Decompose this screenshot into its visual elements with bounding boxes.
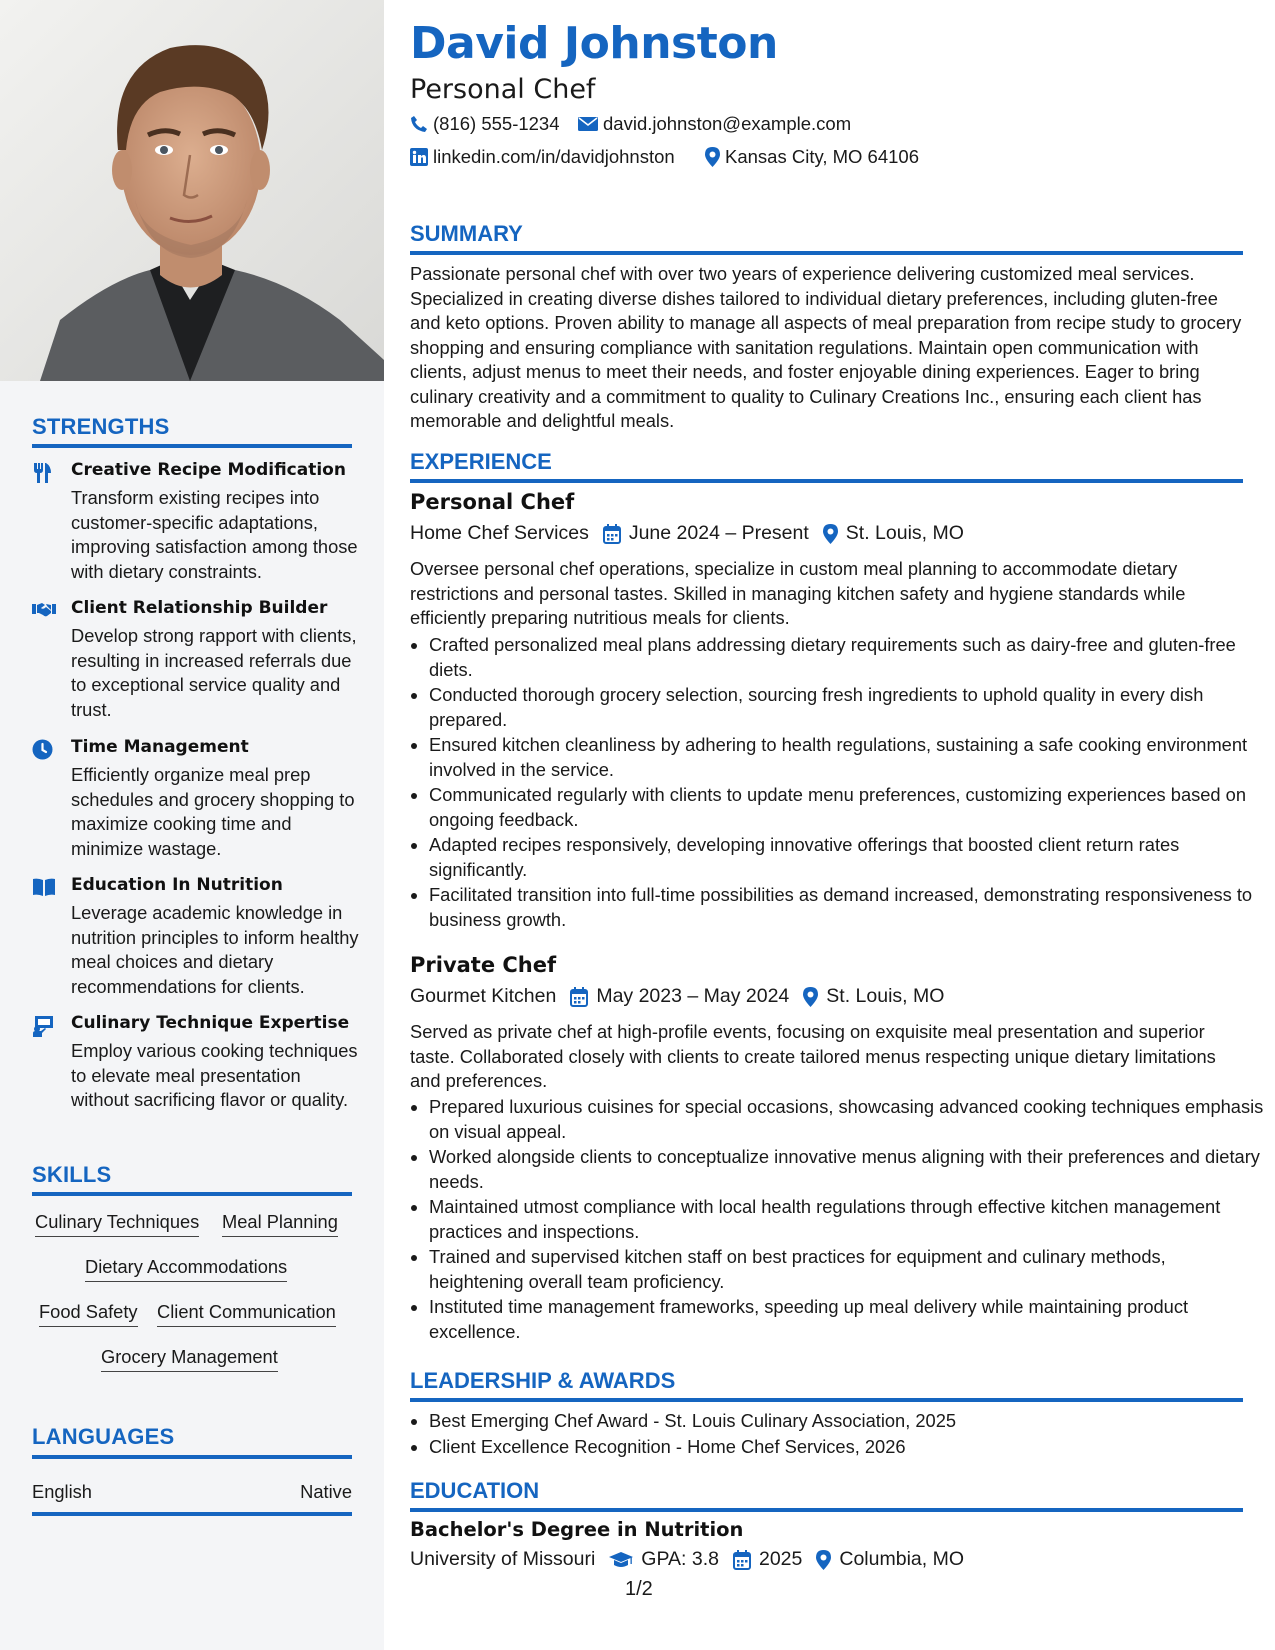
handshake-icon xyxy=(32,600,54,622)
language-level-bar xyxy=(32,1512,352,1516)
language-name: English xyxy=(32,1481,92,1502)
skills-heading: SKILLS xyxy=(32,1162,112,1187)
job-bullet: • Communicated regularly with clients to update menu preferences, customizing experiences based on ongoing feedback. xyxy=(429,783,1264,832)
job-company: Gourmet Kitchen xyxy=(410,985,557,1007)
job-dates: June 2024 – Present xyxy=(628,522,809,544)
strength-description: Leverage academic knowledge in nutrition principles to inform healthy meal choices and dietary recommendations for clients. xyxy=(71,902,359,997)
envelope-icon xyxy=(578,116,598,132)
job-dates: May 2023 – May 2024 xyxy=(596,985,790,1007)
strength-title: Time Management xyxy=(71,737,249,757)
awards-list xyxy=(410,1409,1264,1460)
summary-heading: SUMMARY xyxy=(410,221,523,246)
job-bullets xyxy=(410,633,1264,933)
strength-description: Transform existing recipes into customer-specific adaptations, improving satisfaction among those with dietary constraints. xyxy=(71,487,358,582)
clock-icon xyxy=(32,739,54,761)
experience-divider xyxy=(410,479,1243,483)
award-item: • Client Excellence Recognition - Home Chef Services, 2026 xyxy=(429,1435,1264,1460)
strength-title: Education In Nutrition xyxy=(71,875,283,895)
strength-title: Client Relationship Builder xyxy=(71,598,328,618)
award-item: • Best Emerging Chef Award - St. Louis Culinary Association, 2025 xyxy=(429,1409,1264,1434)
skill-tag: Food Safety xyxy=(39,1301,138,1327)
map-marker-icon xyxy=(705,147,720,167)
location-text: Kansas City, MO 64106 xyxy=(725,146,919,167)
job-bullet: • Worked alongside clients to conceptualize innovative menus aligning with their preferences and dietary needs. xyxy=(429,1145,1264,1194)
job-bullet: • Prepared luxurious cuisines for special occasions, showcasing advanced cooking techniques emphasis on visual appeal. xyxy=(429,1095,1264,1144)
chalkboard-teacher-icon xyxy=(32,1015,54,1037)
awards-divider xyxy=(410,1398,1243,1402)
experience-heading: EXPERIENCE xyxy=(410,449,552,474)
job-meta xyxy=(410,985,944,1008)
candidate-role: Personal Chef xyxy=(410,74,596,105)
profile-photo xyxy=(0,0,384,381)
job-bullet: • Trained and supervised kitchen staff on best practices for equipment and culinary methods, heightening overall team proficiency. xyxy=(429,1245,1264,1294)
contact-linkedin[interactable] xyxy=(410,146,675,168)
job-description: Oversee personal chef operations, specialize in custom meal planning to accommodate dietary restrictions and personal tastes. Skilled in managing kitchen safety and hygiene standards while efficiently preparing nutritious meals for clients. xyxy=(410,558,1186,628)
skill-tag: Meal Planning xyxy=(222,1211,338,1237)
job-bullet: • Facilitated transition into full-time possibilities as demand increased, demonstrating responsiveness to business growth. xyxy=(429,883,1264,932)
job-title: Personal Chef xyxy=(410,490,575,514)
job-location: St. Louis, MO xyxy=(826,985,945,1007)
languages-divider xyxy=(32,1455,352,1459)
awards-heading: LEADERSHIP & AWARDS xyxy=(410,1368,676,1393)
job-title: Private Chef xyxy=(410,953,557,977)
job-bullet: • Crafted personalized meal plans addressing dietary requirements such as dairy-free and gluten-free diets. xyxy=(429,633,1264,682)
candidate-name: David Johnston xyxy=(410,18,778,69)
phone-text: (816) 555-1234 xyxy=(433,113,560,134)
map-marker-icon xyxy=(803,987,818,1007)
education-year: 2025 xyxy=(758,1548,803,1570)
job-bullet: • Adapted recipes responsively, developing innovative offerings that boosted client return rates significantly. xyxy=(429,833,1264,882)
job-bullet: • Instituted time management frameworks, speeding up meal delivery while maintaining product excellence. xyxy=(429,1295,1264,1344)
book-icon xyxy=(32,877,54,899)
strength-description: Employ various cooking techniques to elevate meal presentation without sacrificing flavor or quality. xyxy=(71,1040,358,1110)
calendar-icon xyxy=(570,987,588,1007)
linkedin-text: linkedin.com/in/davidjohnston xyxy=(433,146,675,167)
email-text: david.johnston@example.com xyxy=(603,113,852,134)
language-row xyxy=(32,1481,352,1503)
calendar-icon xyxy=(603,524,621,544)
contact-email[interactable] xyxy=(578,113,851,135)
strength-title: Creative Recipe Modification xyxy=(71,460,346,480)
strength-description: Efficiently organize meal prep schedules and grocery shopping to maximize cooking time and minimize wastage. xyxy=(71,764,355,859)
skill-tag: Dietary Accommodations xyxy=(85,1256,287,1282)
job-location: St. Louis, MO xyxy=(845,522,964,544)
strengths-heading: STRENGTHS xyxy=(32,414,170,439)
graduation-cap-icon xyxy=(609,1551,633,1569)
education-gpa: GPA: 3.8 xyxy=(641,1548,719,1570)
sidebar xyxy=(0,0,384,1650)
language-level: Native xyxy=(300,1481,352,1502)
skills-divider xyxy=(32,1192,352,1196)
strength-description: Develop strong rapport with clients, resulting in increased referrals due to exceptional service quality and trust. xyxy=(71,625,357,720)
summary-divider xyxy=(410,251,1243,255)
job-bullets xyxy=(410,1095,1264,1345)
education-heading: EDUCATION xyxy=(410,1478,540,1503)
job-meta xyxy=(410,522,964,545)
map-marker-icon xyxy=(823,524,838,544)
skill-tag: Grocery Management xyxy=(101,1346,278,1372)
calendar-icon xyxy=(733,1550,751,1570)
job-bullet: • Conducted thorough grocery selection, sourcing fresh ingredients to uphold quality in every dish prepared. xyxy=(429,683,1264,732)
languages-heading: LANGUAGES xyxy=(32,1424,175,1449)
skill-tag: Client Communication xyxy=(157,1301,336,1327)
contact-phone[interactable] xyxy=(410,113,560,135)
job-description: Served as private chef at high-profile events, focusing on exquisite meal presentation and superior taste. Collaborated closely with clients to create tailored menus respecting unique dietary limitations and preferences. xyxy=(410,1021,1216,1091)
map-marker-icon xyxy=(816,1550,831,1570)
job-bullet: • Ensured kitchen cleanliness by adhering to health regulations, sustaining a safe cooking environment involved in the service. xyxy=(429,733,1264,782)
education-school: University of Missouri xyxy=(410,1548,596,1570)
job-bullet: • Maintained utmost compliance with local health regulations through effective kitchen management practices and inspections. xyxy=(429,1195,1264,1244)
education-location: Columbia, MO xyxy=(839,1548,964,1570)
skill-tag: Culinary Techniques xyxy=(35,1211,199,1237)
summary-text: Passionate personal chef with over two years of experience delivering customized meal services. Specialized in creating diverse dishes tailored to individual dietary preferences, including gluten-free and keto options. Proven ability to manage all aspects of meal preparation from recipe study to grocery shopping and ensuring compliance with sanitation regulations. Maintain open communication with clients, adjust menus to meet their needs, and foster enjoyable dining experiences. Eager to bring culinary creativity and a commitment to quality to Culinary Creations Inc., ensuring each client has memorable and delightful meals. xyxy=(410,263,1242,431)
education-meta xyxy=(410,1548,964,1571)
education-degree: Bachelor's Degree in Nutrition xyxy=(410,1518,744,1541)
page-number: 1/2 xyxy=(625,1578,653,1600)
education-divider xyxy=(410,1508,1243,1512)
contact-location xyxy=(705,146,919,168)
phone-icon xyxy=(410,115,428,133)
utensils-icon xyxy=(32,462,54,484)
job-company: Home Chef Services xyxy=(410,522,589,544)
strengths-divider xyxy=(32,444,352,448)
linkedin-icon xyxy=(410,148,428,166)
strength-title: Culinary Technique Expertise xyxy=(71,1013,350,1033)
